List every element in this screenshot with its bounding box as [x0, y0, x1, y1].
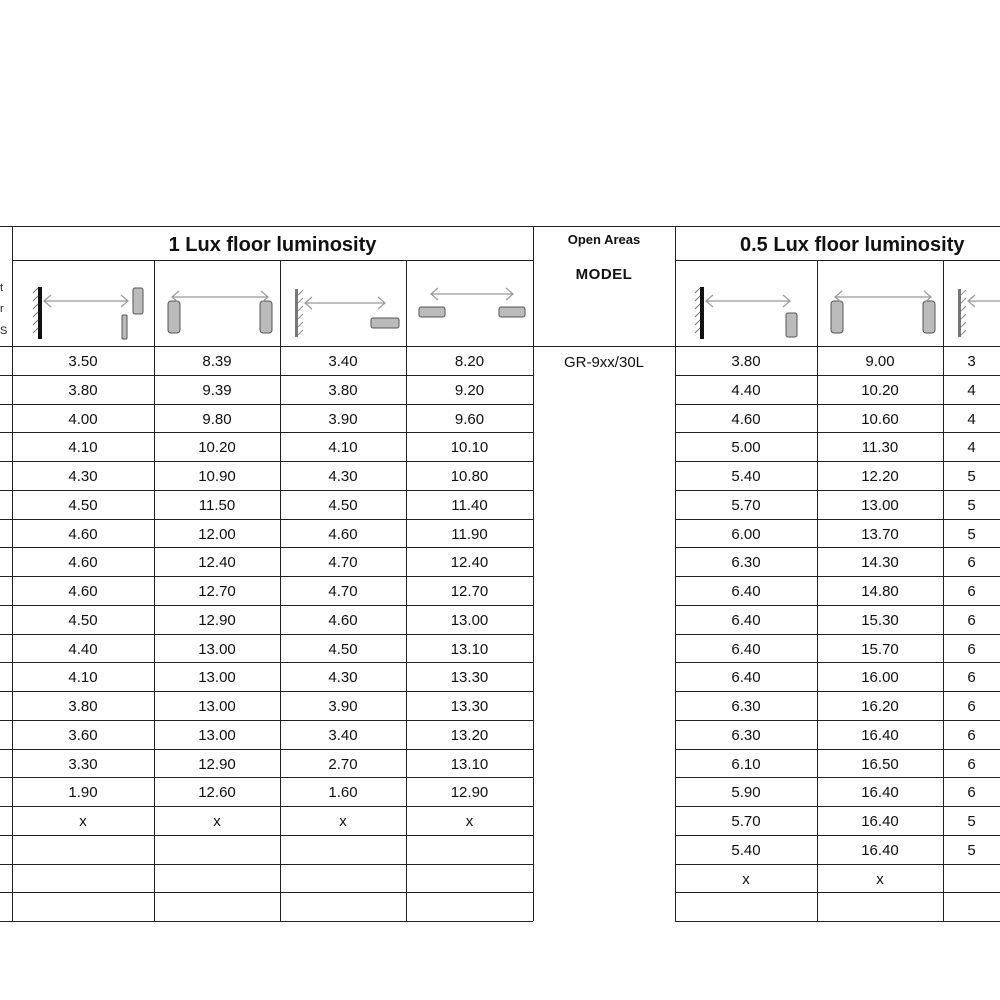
- model-value: GR-9xx/30L: [563, 354, 645, 371]
- lux05-cell: 6.30: [731, 554, 761, 571]
- lux1-cell: 13.30: [450, 669, 489, 686]
- lux05-cell: 6: [967, 784, 976, 801]
- lux05-cell: 13.70: [861, 526, 899, 543]
- lux05-cell: 6.40: [731, 641, 761, 658]
- lux05-cell: 9.00: [865, 353, 895, 370]
- lux1-cell: 10.90: [198, 468, 236, 485]
- lux1-cell: 3.90: [328, 698, 358, 715]
- row-divider: [675, 921, 1000, 922]
- lux05-cell: [675, 893, 817, 921]
- lux1-cell: 4.30: [328, 468, 358, 485]
- lux05-cell: 14.80: [861, 583, 899, 600]
- lux1-cell: 12.70: [450, 583, 489, 600]
- lux1-cell: 10.80: [450, 468, 489, 485]
- lux1-cell: 3.80: [68, 382, 98, 399]
- lux05-cell: 16.40: [861, 784, 899, 801]
- lux05-cell: 3: [967, 353, 976, 370]
- lux05-cell: 13.00: [861, 497, 899, 514]
- lux1-cell: 13.00: [198, 669, 236, 686]
- lux1-cell: 3.40: [328, 353, 358, 370]
- lux1-cell: 4.10: [68, 439, 98, 456]
- lux05-cell: 6: [967, 727, 976, 744]
- lux05-cell: 16.40: [861, 813, 899, 830]
- lux1-cell: 12.70: [198, 583, 236, 600]
- lux05-cell: 6: [967, 669, 976, 686]
- lux1-cell: 4.60: [68, 554, 98, 571]
- lux1-cell: 9.60: [454, 411, 485, 428]
- lux1-cell: 4.30: [68, 468, 98, 485]
- lux05-cell: [943, 865, 1000, 893]
- lux05-cell: 6: [967, 612, 976, 629]
- lux1-cell: 3.40: [328, 727, 358, 744]
- lux05-cell: 16.40: [861, 727, 899, 744]
- lux05-cell: 15.70: [861, 641, 899, 658]
- lux1-cell: 9.20: [454, 382, 485, 399]
- lux05-cell: 4: [967, 439, 976, 456]
- lux05-cell: 5: [967, 468, 976, 485]
- lux05-cell: 4.40: [731, 382, 761, 399]
- lux05-cell: x: [876, 871, 884, 888]
- lux05-cell: 6: [967, 698, 976, 715]
- model-label: MODEL: [575, 266, 633, 283]
- lux05-cell: 6: [967, 554, 976, 571]
- lux1-cell: 4.70: [328, 583, 358, 600]
- clipped-header-text: r: [0, 303, 4, 315]
- lux05-cell: 6: [967, 583, 976, 600]
- lux05-cell: x: [742, 871, 750, 888]
- lux05-cell: 4.60: [731, 411, 761, 428]
- lux05-cell: 6: [967, 756, 976, 773]
- wall-to-fixture-icon: [950, 263, 1000, 345]
- lux05-cell: 6.40: [731, 612, 761, 629]
- row-divider: [0, 921, 533, 922]
- lux1-cell: x: [213, 813, 221, 830]
- lux1-cell: 3.60: [68, 727, 98, 744]
- lux05-cell: 5: [967, 526, 976, 543]
- lux1-cell: [12, 836, 154, 864]
- wall-to-single-fixture-icon: [682, 263, 812, 345]
- lux1-cell: 1.90: [68, 784, 98, 801]
- lux1-cell: 13.20: [450, 727, 489, 744]
- lux1-cell: 13.00: [198, 727, 236, 744]
- lux05-cell: 16.20: [861, 698, 899, 715]
- lux1-cell: [154, 836, 280, 864]
- lux1-cell: [406, 865, 533, 893]
- lux1-cell: 12.40: [450, 554, 489, 571]
- column-divider: [533, 226, 534, 921]
- lux1-cell: 3.80: [328, 382, 358, 399]
- lux1-cell: 4.70: [328, 554, 358, 571]
- lux1-cell: 10.20: [198, 439, 236, 456]
- lux1-cell: 3.30: [68, 756, 98, 773]
- lux1-cell: 12.40: [198, 554, 236, 571]
- lux1-cell: [154, 893, 280, 921]
- lux1-cell: 12.00: [198, 526, 236, 543]
- clipped-header-text: t: [0, 282, 4, 294]
- lux1-cell: 4.50: [68, 612, 98, 629]
- lux1-cell: 4.50: [328, 641, 358, 658]
- lux05-cell: 6.10: [731, 756, 761, 773]
- lux05-cell: 10.60: [861, 411, 899, 428]
- lux1-cell: 12.90: [198, 756, 236, 773]
- lux1-cell: 9.39: [202, 382, 232, 399]
- lux1-cell: 4.10: [68, 669, 98, 686]
- lux05-cell: [943, 893, 1000, 921]
- lux1-cell: 4.40: [68, 641, 98, 658]
- lux1-cell: 11.50: [198, 497, 236, 514]
- lux1-cell: 3.90: [328, 411, 358, 428]
- lux1-cell: 4.60: [328, 612, 358, 629]
- lux1-cell: [406, 836, 533, 864]
- lux1-cell: 9.80: [202, 411, 232, 428]
- lux1-cell: 13.00: [450, 612, 489, 629]
- lux1-cell: x: [465, 813, 474, 830]
- clipped-header-text: S: [0, 325, 8, 337]
- lux1-cell: 3.50: [68, 353, 98, 370]
- lux05-cell: 12.20: [861, 468, 899, 485]
- lux05-cell: 15.30: [861, 612, 899, 629]
- lux1-cell: 12.60: [198, 784, 236, 801]
- wall-to-floor-fixture-icon: [287, 263, 403, 345]
- lux1-cell: 2.70: [328, 756, 358, 773]
- lux05-cell: 5.40: [731, 468, 761, 485]
- lux05-cell: 16.00: [861, 669, 899, 686]
- lux1-cell: 13.00: [198, 698, 236, 715]
- lux05-cell: 16.50: [861, 756, 899, 773]
- lux05-cell: 5.40: [731, 842, 761, 859]
- lux05-cell: 5.70: [731, 497, 761, 514]
- lux1-cell: 1.60: [328, 784, 358, 801]
- lux05-cell: 5: [967, 842, 976, 859]
- lux1-cell: 4.10: [328, 439, 358, 456]
- lux1-cell: 13.10: [450, 756, 489, 773]
- lux1-cell: 4.50: [328, 497, 358, 514]
- lux1-cell: [154, 865, 280, 893]
- title-row-divider: [12, 260, 533, 261]
- lux1-cell: 11.40: [451, 497, 488, 514]
- lux1-cell: 12.90: [198, 612, 236, 629]
- lux1-cell: 13.00: [198, 641, 236, 658]
- lux05-cell: 4: [967, 411, 976, 428]
- lux05-cell: 4: [967, 382, 976, 399]
- section-title-1lux: 1 Lux floor luminosity: [168, 234, 377, 256]
- lux1-cell: [12, 893, 154, 921]
- floor-fixture-to-floor-fixture-icon: [413, 263, 529, 345]
- lux1-cell: 4.60: [328, 526, 358, 543]
- fixture-to-fixture-icon: [160, 263, 276, 345]
- lux1-cell: 12.90: [450, 784, 489, 801]
- wall-to-single-fixture-icon: [20, 263, 148, 345]
- lux05-cell: 5.00: [731, 439, 761, 456]
- lux05-cell: 16.40: [861, 842, 899, 859]
- lux1-cell: [280, 836, 406, 864]
- lux1-cell: 4.30: [328, 669, 358, 686]
- lux05-cell: 5: [967, 813, 976, 830]
- lux1-cell: 8.39: [202, 353, 232, 370]
- lux1-cell: 4.60: [68, 526, 98, 543]
- lux1-cell: 8.20: [454, 353, 485, 370]
- lux05-cell: 6.40: [731, 583, 761, 600]
- lux1-cell: 13.30: [450, 698, 489, 715]
- lux05-cell: [817, 893, 943, 921]
- lux05-cell: 6.30: [731, 727, 761, 744]
- lux1-cell: x: [79, 813, 87, 830]
- lux05-cell: 6.30: [731, 698, 761, 715]
- lux05-cell: 5.90: [731, 784, 761, 801]
- lux05-cell: 14.30: [861, 554, 899, 571]
- lux1-cell: 3.80: [68, 698, 98, 715]
- title-row-divider: [675, 260, 1000, 261]
- lux05-cell: 5: [967, 497, 976, 514]
- lux1-cell: 13.10: [450, 641, 489, 658]
- lux1-cell: 4.60: [68, 583, 98, 600]
- lux05-cell: 6.00: [731, 526, 761, 543]
- lux1-cell: x: [339, 813, 347, 830]
- lux1-cell: 4.00: [68, 411, 98, 428]
- section-title-05lux: 0.5 Lux floor luminosity: [740, 234, 965, 256]
- lux1-cell: [280, 865, 406, 893]
- lux1-cell: [406, 893, 533, 921]
- lux05-cell: 6.40: [731, 669, 761, 686]
- lux05-cell: 10.20: [861, 382, 899, 399]
- lux1-cell: [12, 865, 154, 893]
- fixture-to-fixture-icon: [823, 263, 939, 345]
- lux05-cell: 3.80: [731, 353, 761, 370]
- lux05-cell: 5.70: [731, 813, 761, 830]
- open-areas-label: Open Areas: [567, 232, 641, 247]
- lux1-cell: 10.10: [450, 439, 489, 456]
- lux1-cell: 11.90: [451, 526, 488, 543]
- lux05-cell: 6: [967, 641, 976, 658]
- lux1-cell: 4.50: [68, 497, 98, 514]
- lux05-cell: 11.30: [861, 439, 899, 456]
- lux1-cell: [280, 893, 406, 921]
